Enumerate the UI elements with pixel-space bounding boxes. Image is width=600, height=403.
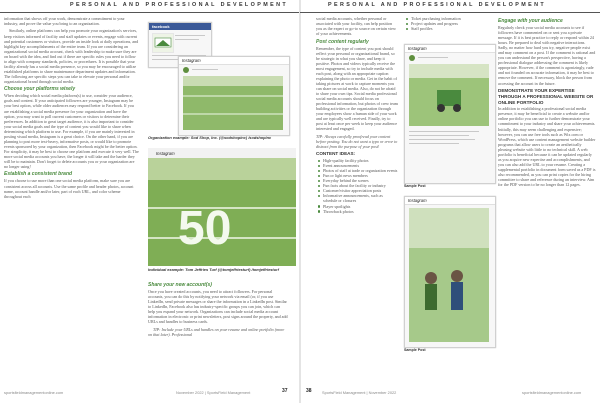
list-item: Informative announcements, such as schedule or closures	[323, 193, 398, 203]
text-line	[409, 139, 475, 140]
column-c	[316, 16, 398, 216]
paragraph: Remember, the type of content you post should reflect your personal or organizational brand, so be strategic in what you share, and keep it positive. Photos and videos typically receive the most engagement, so try to include media with each post, along with an appropriate caption explaining the photo or media. Get in the habit of taking pictures at work to capture moments you can share on social media. Also, do not be afraid to share your own tips. Social media professional social media accounts should focus on professional information, but photos of crew team building activities or the organization through your employees show a human side of your work and are typically well received. Finally, try to post at least once per week to keep your audience interested and engaged.	[316, 45, 398, 132]
tip: TIP: Include your URLs and handles on your resume and online portfolio (more on that later). Professional	[148, 326, 285, 337]
list-item: Player spotlights	[323, 204, 398, 209]
image-caption: Individual example: Tom Jeffries Turf (@tomjeffriesturf) /tomjeffriesturf	[148, 267, 279, 272]
extra-ideas-list	[404, 16, 484, 31]
field-50-photo	[148, 148, 296, 266]
text-line	[409, 143, 459, 144]
list-item: High-quality facility photos	[323, 158, 398, 163]
content-ideas-list	[316, 158, 398, 214]
footer-url: sportsfieldmanagementonline.com	[4, 390, 64, 395]
paragraph: Regularly check your social media accounts to see if followers have commented on or sent you a private message. If it is best practice to reply or respond within 24 hours. Be prepared to deal with negative interactions. Sadly, no matter how hard you try, negative people exist and may comment on a post. If the comment is rational and you can understand the person's perspective, having a professional dialogue addressing the comment is likely appropriate. However, if the comment is agonizingly, rude and not founded on accurate information, it may be best to remove the comment. If necessary, block the person from accessing the account in the future.	[498, 25, 596, 86]
list-item: Event announcements	[323, 163, 398, 168]
section-heading: Choose your platforms wisely	[4, 86, 76, 93]
sample-post-label: Sample Post	[404, 184, 426, 188]
paragraph: In addition to establishing a professional social media presence, it may be beneficial to create a website and/or online portfolio you can use to further demonstrate your commitment to your industry and share your achievements. Initially, this may seem challenging and expensive; however, you can use free tools such as Wix.com or WordPress, which use content management website builder programs that allow users to create an aesthetically pleasing website with little to no technical skill. A web portfolio is beneficial because it can be updated regularly as you acquire new expertise and accomplishments, and you can also add the URL to your resume. Creating a supplemental portfolio in document form saved as a PDF is also recommended, as you can print copies for the hiring committee to share and reference during an interview. Aim for the PDF version to be no longer than 12 pages.	[498, 106, 596, 188]
tip: TIP: Always carefully proofread your content before posting. You do not want a typo or error to distract from the purpose of your post!	[316, 133, 398, 149]
section-heading: Engage with your audience	[498, 18, 563, 24]
paragraph: information that shows off your work, demonstrate a commitment to your industry, and prove the value you bring to an organization.	[4, 16, 125, 27]
list-item: Project updates and progress	[411, 21, 484, 26]
text-line	[409, 135, 469, 136]
avatar	[183, 67, 189, 73]
list-item: Customer/visitor appreciation posts	[323, 188, 398, 193]
text-line	[192, 69, 218, 70]
list-item: Everyday behind the scenes	[323, 178, 398, 183]
footer-issue: November 2022 | SportsField Management	[176, 390, 251, 395]
list-item: Fun or light news members	[323, 173, 398, 178]
right-page	[300, 0, 600, 403]
section-heading: Share your new account(s)	[148, 282, 212, 288]
list-heading: CONTENT IDEAS:	[316, 151, 356, 157]
paragraph: Once you have created accounts, you need to attract followers. For personal accounts, you can do this by notifying your network via email (or, if you use LinkedIn, send private messages or share the information in a LinkedIn post. Similar to LinkedIn, Facebook also has industry-specific groups you can join, which can help you expand your network. Organizations can include social media account information in electronic or print newsletters, post signs around the property, and add URLs and handles to business cards.	[148, 289, 288, 325]
instagram-mockup	[178, 56, 290, 136]
list-item: Photos of staff at trade or organization events	[323, 168, 398, 174]
sample-post-mockup-2	[404, 196, 496, 348]
paragraph: If you choose to use more than one social media platform, make sure you are consistent across all accounts. Use the same profile and header photos, account name, account handle and/or later, part of each URL, and color scheme throughout each	[4, 178, 134, 199]
text-line	[175, 39, 199, 40]
list-item: Throwback photos	[323, 209, 398, 214]
mower-photo	[409, 64, 489, 126]
section-heading: DEMONSTRATE YOUR EXPERTISE THROUGH A PROFESSIONAL WEBSITE OR ONLINE PORTFOLIO	[498, 87, 594, 105]
crew-photo	[409, 208, 489, 342]
avatar	[409, 55, 415, 61]
section-heading: Post content regularly	[316, 38, 369, 45]
svg-text:50: 50	[178, 202, 232, 255]
list-item: Ticket purchasing information	[411, 16, 484, 21]
list-item: Staff profiles	[411, 26, 484, 31]
running-header-left: PERSONAL AND PROFESSIONAL DEVELOPMENT	[70, 2, 289, 8]
header-rule	[300, 12, 600, 13]
sample-post-mockup	[404, 44, 496, 184]
instagram-bar: Instagram	[405, 197, 495, 205]
field-photo	[183, 76, 283, 130]
footer-issue: SportsField Management | November 2022	[322, 390, 397, 395]
column-d-top	[404, 16, 484, 33]
column-d	[498, 16, 596, 189]
text-line	[409, 131, 479, 132]
page-number: 37	[282, 388, 288, 394]
column-a	[4, 16, 139, 201]
paragraph: When deciding which social media platform(s) to use, consider your audience, goals and content. If your anticipated followers are younger, Instagram may be your best option, while older audiences may respond better to Facebook. If you are establishing a social media presence for your organization and have the option, you may want to poll current customers or visitors to determine their preferences. In addition to great target audience, it is also important to consider your social media goals and the type of content you would like to share when determining which platform to use. For example, if you are mainly interested in posting visual media, Instagram is a great choice. On the other hand, if you are planning to post more text-heavy, informative posts, or would like to promote events sponsored by your organization, then Facebook might be the better option. For simplicity, it may be best to choose one platform and execute it very well. The more social media accounts you have, the longer it will take and the harder they will be to maintain. Don't forget to delete accounts you or your organization are no longer using!	[4, 93, 139, 170]
svg-text:Instagram: Instagram	[156, 151, 175, 156]
running-header-right: PERSONAL AND PROFESSIONAL DEVELOPMENT	[328, 2, 547, 8]
instagram-bar: Instagram	[179, 57, 289, 65]
column-b-text	[148, 280, 288, 339]
footer-url: sportsfieldmanagementonline.com	[522, 390, 582, 395]
instagram-bar: Instagram	[405, 45, 495, 53]
section-heading: Establish a consistent brand	[4, 171, 73, 178]
text-line	[175, 35, 205, 36]
list-item: Fun facts about the facility or industry	[323, 183, 398, 188]
paragraph: social media accounts, whether personal or associated with your facility, can help position you as the expert or go-to source on certain view of your achievements.	[316, 16, 396, 37]
sodshop-logo	[152, 33, 174, 53]
header-rule	[0, 12, 300, 13]
paragraph: Similarly, online platforms can help you promote your organization's services, keep visitors informed of facility and staff updates or events, engage with current and potential customers or visitors, provide an inside look at daily operations, and highlight key accomplishments of the entire team. If you are considering an organizational social media account, check with leadership to make sure they are on board with the idea, and find out if there are specific rules you need to follow to align with company standards, policies, or procedures. It is possible that your facility already has a social media presence, so you may be encouraged to utilize established platforms to share maintenance department updates and information. The following are specific steps you can take to elevate your personal and/or organizational brand through social media.	[4, 28, 139, 84]
page-number: 38	[306, 388, 312, 394]
facebook-bar: facebook	[149, 23, 211, 30]
text-line	[418, 57, 448, 58]
sample-post-label: Sample Post	[404, 348, 426, 352]
image-caption: Organization example: Sod Shop, Inc. (@sodshopinc) /sodshopinc	[148, 135, 272, 140]
